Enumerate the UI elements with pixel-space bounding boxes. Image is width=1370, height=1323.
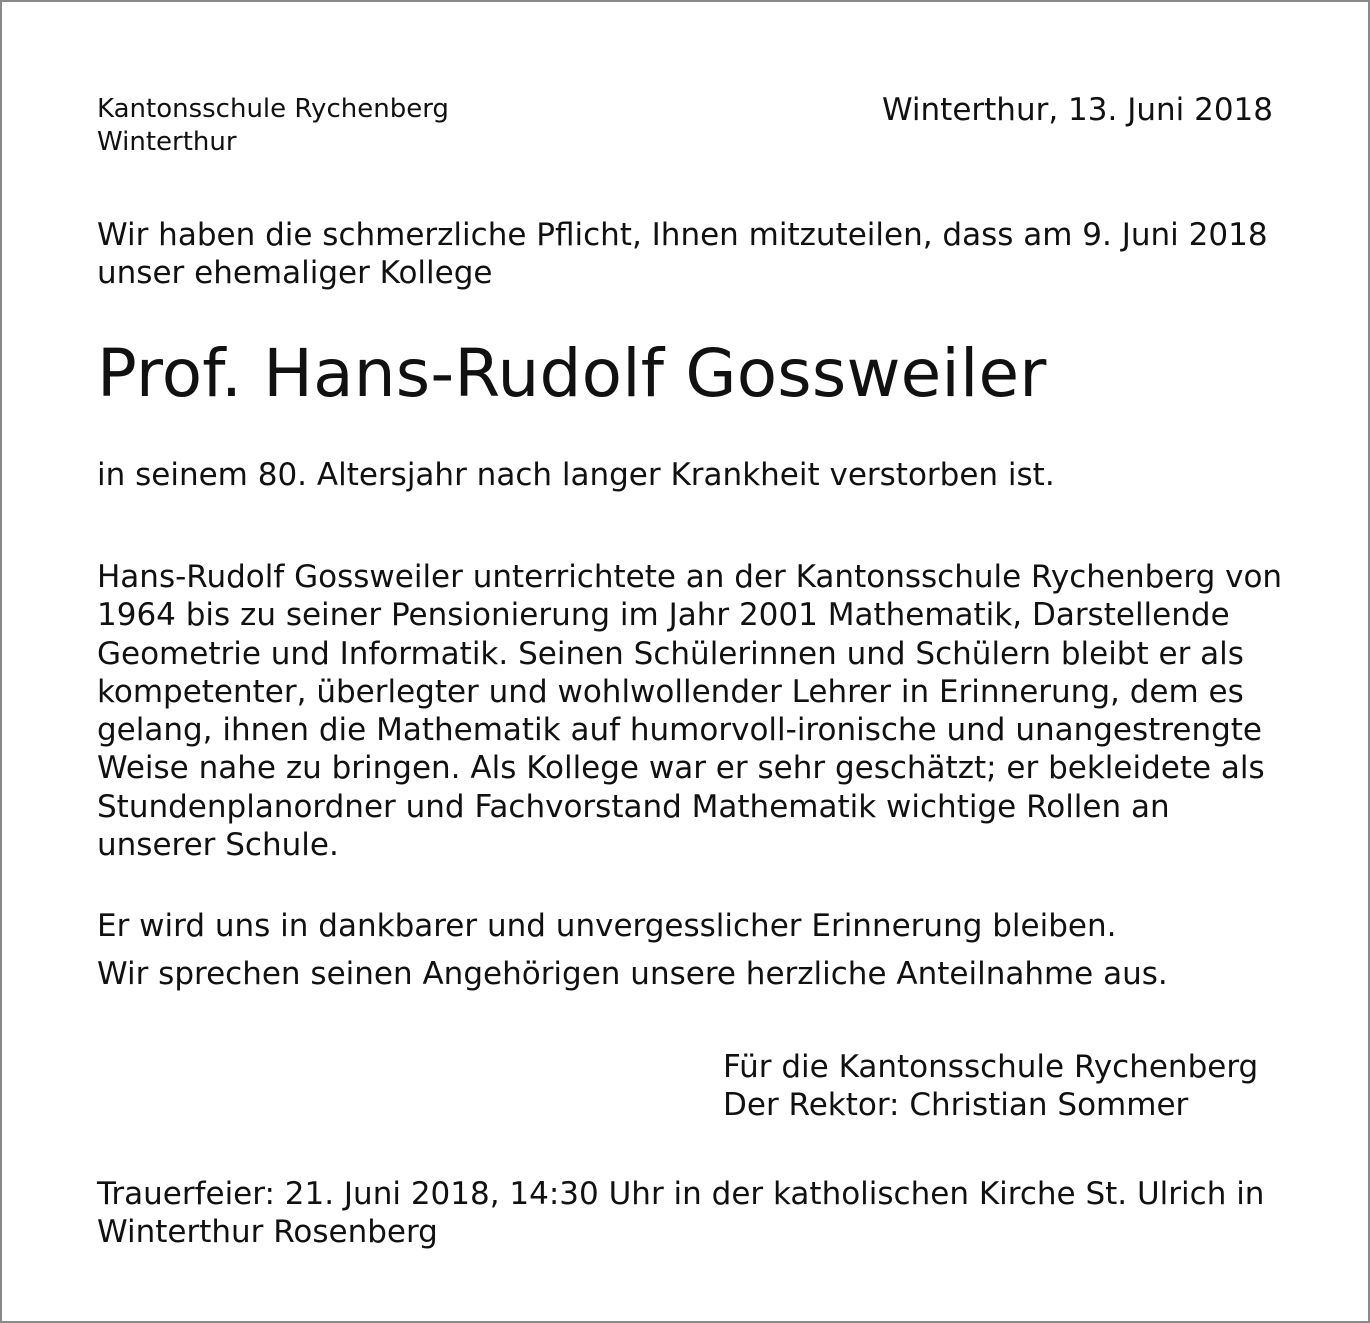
signature-block <box>723 1048 1258 1124</box>
signature-institution: Für die Kantonsschule Rychenberg <box>723 1049 1259 1085</box>
funeral-line: Trauerfeier: 21. Juni 2018, 14:30 Uhr in der katholischen Kirche St. Ulrich in <box>97 1176 1265 1212</box>
closing-line: Er wird uns in dankbarer und unvergesslicher Erinnerung bleiben. <box>97 908 1117 944</box>
intro-line: Wir haben die schmerzliche Pflicht, Ihnen mitzuteilen, dass am 9. Juni 2018 <box>97 217 1268 253</box>
biography-line: Hans-Rudolf Gossweiler unterrichtete an der Kantonsschule Rychenberg von <box>97 559 1283 595</box>
place-and-date: Winterthur, 13. Juni 2018 <box>881 92 1273 128</box>
sender-city: Winterthur <box>97 127 237 157</box>
signature-rector: Der Rektor: Christian Sommer <box>723 1087 1189 1123</box>
biography-paragraph <box>97 558 1282 864</box>
closing-remarks <box>97 902 1168 998</box>
intro-paragraph <box>97 216 1268 292</box>
biography-line: unserer Schule. <box>97 827 339 864</box>
intro-line: unser ehemaliger Kollege <box>97 255 493 291</box>
biography-line: Stundenplanordner und Fachvorstand Mathematik wichtige Rollen an <box>97 788 1170 825</box>
deceased-name: Prof. Hans-Rudolf Gossweiler <box>97 335 1047 412</box>
funeral-info <box>97 1175 1264 1251</box>
biography-line: Weise nahe zu bringen. Als Kollege war er sehr geschätzt; er bekleidete als <box>97 750 1265 787</box>
biography-line: kompetenter, überlegter und wohlwollender Lehrer in Erinnerung, dem es <box>97 673 1244 710</box>
biography-line: gelang, ihnen die Mathematik auf humorvoll-ironische und unangestrengte <box>97 712 1262 749</box>
death-notice: in seinem 80. Altersjahr nach langer Krankheit verstorben ist. <box>97 457 1055 493</box>
closing-line: Wir sprechen seinen Angehörigen unsere herzliche Anteilnahme aus. <box>97 956 1168 992</box>
biography-line: 1964 bis zu seiner Pensionierung im Jahr 2001 Mathematik, Darstellende <box>97 597 1230 634</box>
sender-institution: Kantonsschule Rychenberg <box>97 94 449 124</box>
biography-line: Geometrie und Informatik. Seinen Schülerinnen und Schülern bleibt er als <box>97 635 1244 672</box>
sender-block <box>97 93 449 159</box>
funeral-line: Winterthur Rosenberg <box>97 1214 438 1250</box>
